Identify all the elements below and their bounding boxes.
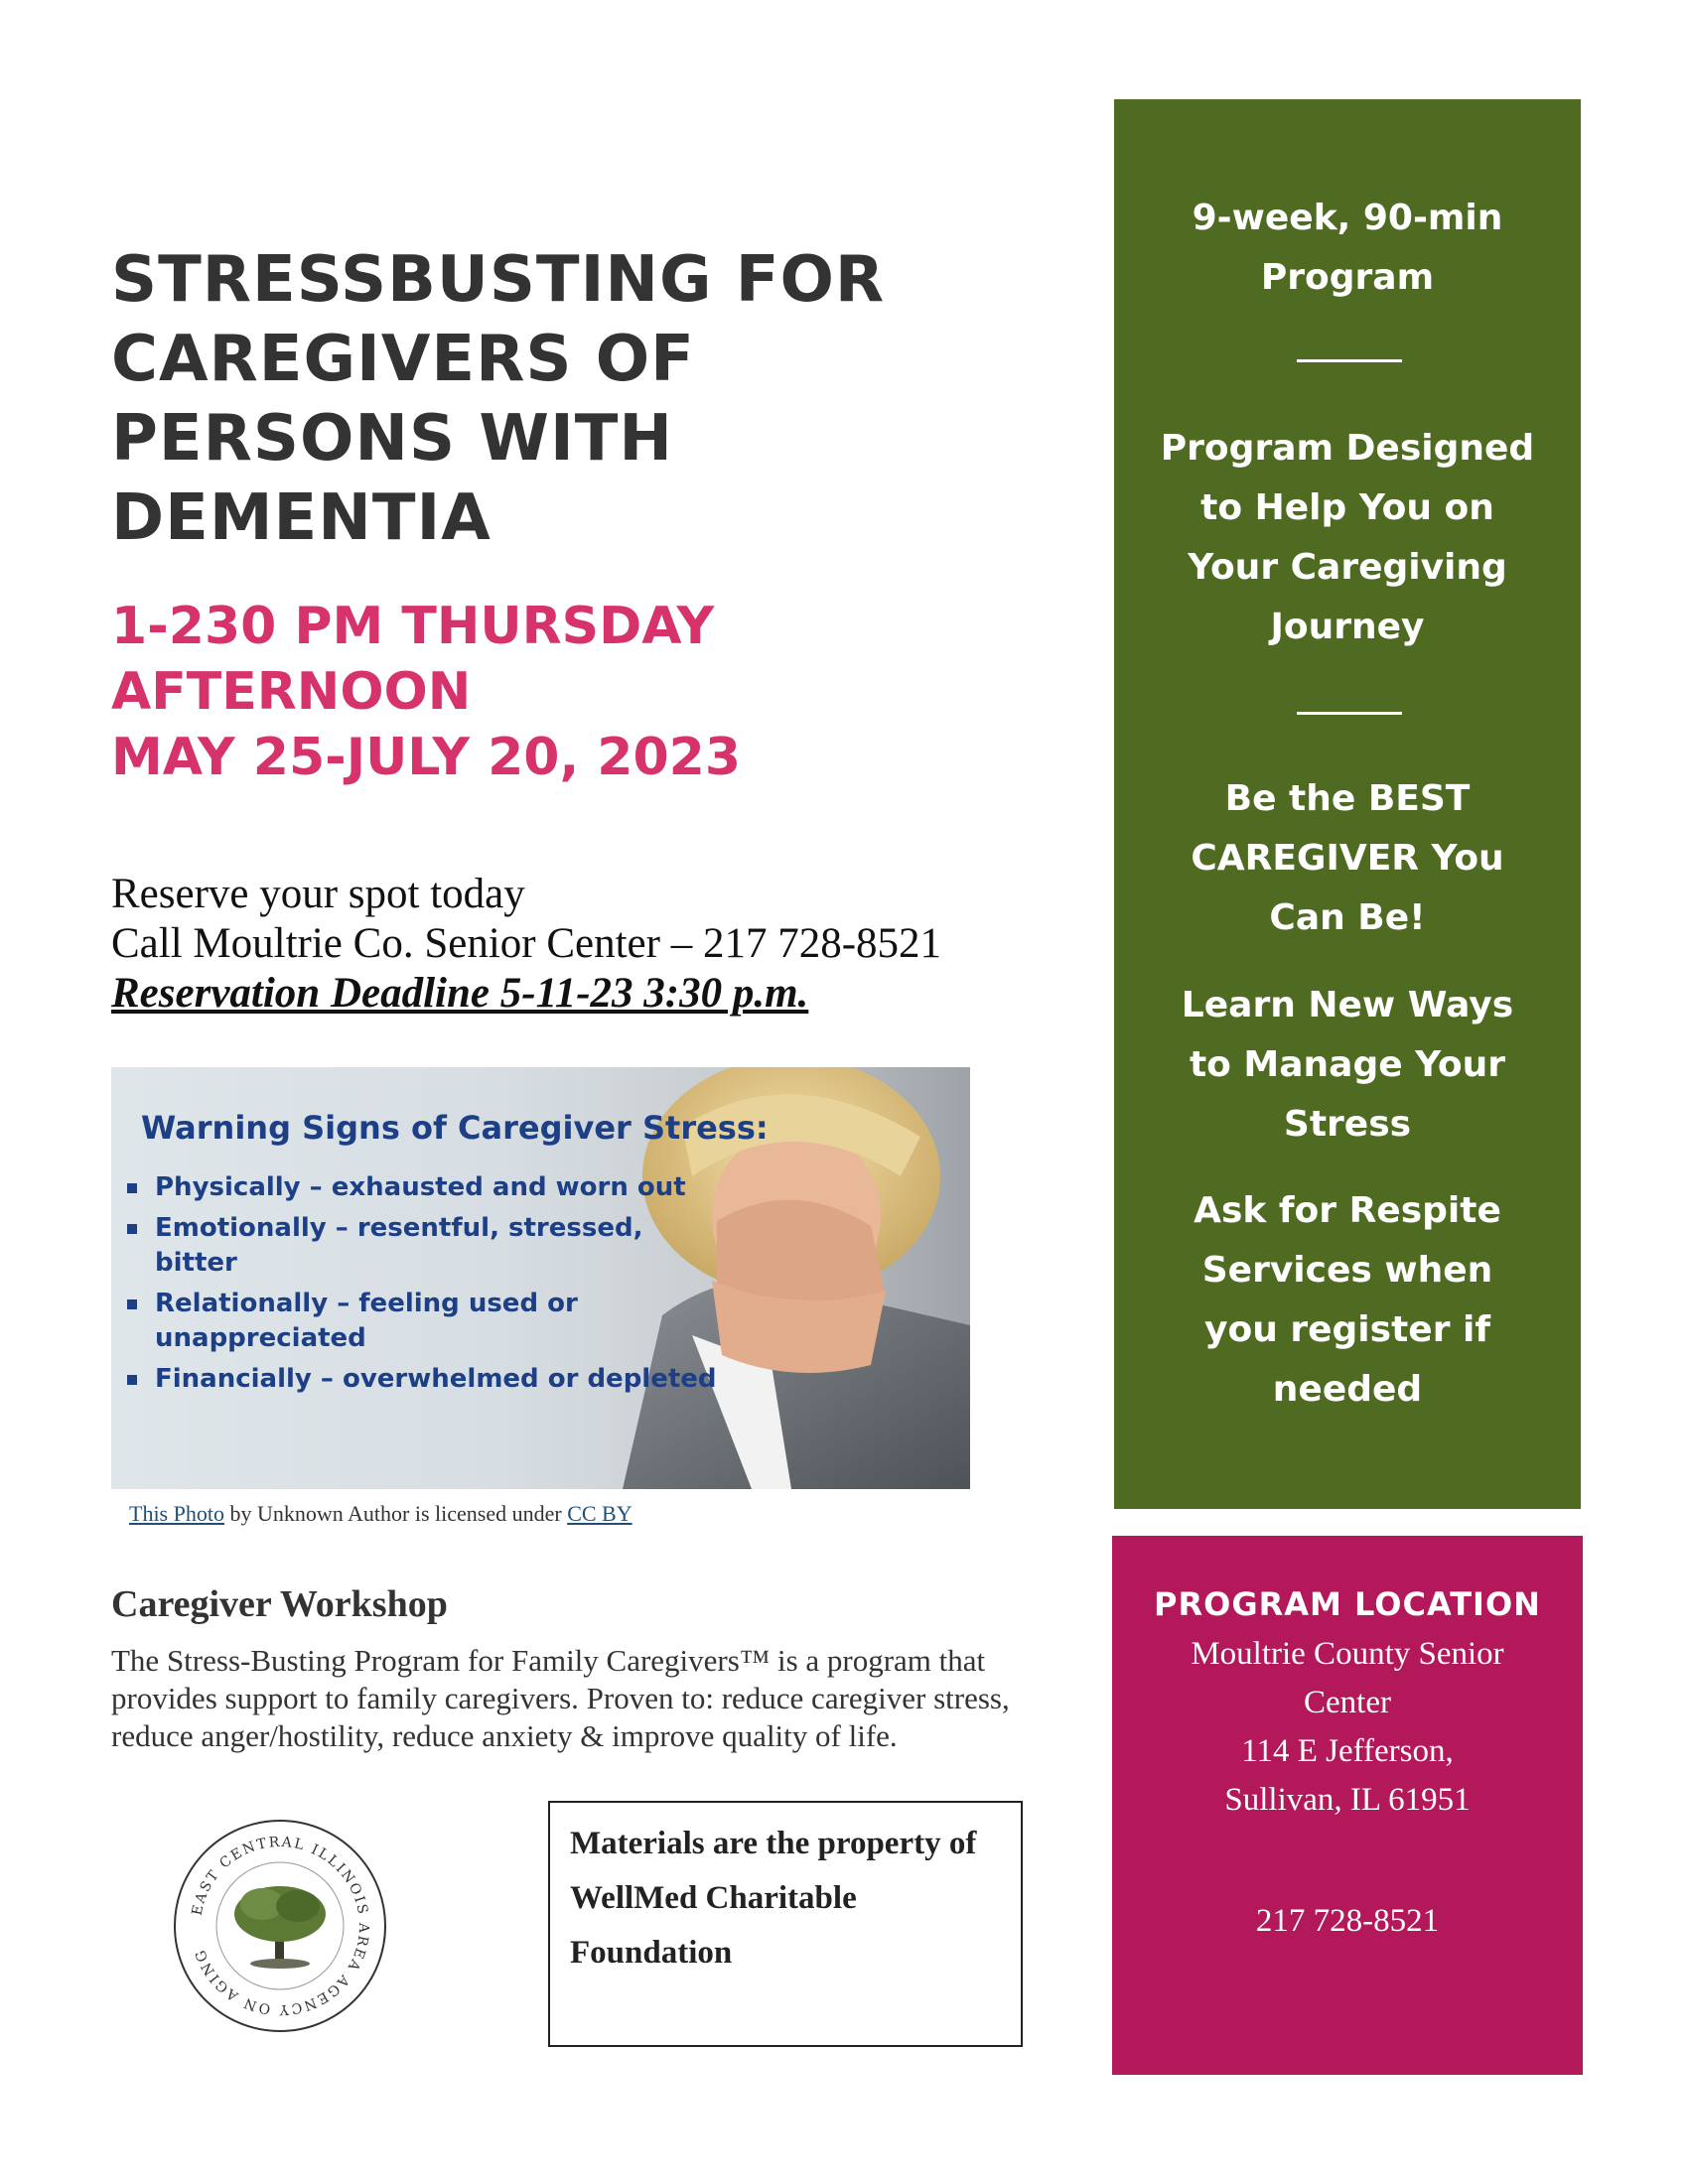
panel-line: Ask for Respite xyxy=(1194,1190,1501,1231)
list-item: Financially – overwhelmed or depleted xyxy=(123,1362,719,1397)
reservation-deadline: Reservation Deadline 5-11-23 3:30 p.m. xyxy=(111,970,809,1017)
panel-line: Stress xyxy=(1283,1104,1412,1145)
panel-line: Your Caregiving xyxy=(1188,547,1507,588)
schedule-time: 1-230 PM THURSDAY xyxy=(111,597,715,656)
credit-text: by Unknown Author is licensed under xyxy=(223,1501,568,1526)
divider xyxy=(1297,712,1402,715)
workshop-description: The Stress-Busting Program for Family Caregivers™ is a program that provides support to family caregivers. Proven to: reduce caregiver stress, reduce anger/hostility, reduce anxiety & improve quality of life. xyxy=(111,1643,1010,1753)
title-line: CAREGIVERS OF xyxy=(111,323,695,396)
panel-line: needed xyxy=(1272,1369,1423,1410)
panel-line: Be the BEST xyxy=(1224,778,1471,819)
address-line: Center xyxy=(1304,1685,1391,1720)
panel-line: you register if xyxy=(1204,1309,1490,1350)
agency-seal-logo xyxy=(171,1817,389,2035)
panel-line: 9-week, 90-min xyxy=(1192,198,1503,238)
divider xyxy=(1297,359,1402,362)
program-purpose xyxy=(1114,419,1581,657)
address-line: Sullivan, IL 61951 xyxy=(1224,1782,1471,1818)
schedule-dates: MAY 25-JULY 20, 2023 xyxy=(111,728,742,787)
panel-line: to Help You on xyxy=(1200,487,1494,528)
photo-credit xyxy=(129,1501,633,1527)
panel-line: Program Designed xyxy=(1160,428,1535,469)
respite-services xyxy=(1114,1181,1581,1420)
program-highlights-panel xyxy=(1114,99,1581,1509)
location-heading: PROGRAM LOCATION xyxy=(1154,1585,1541,1623)
list-item: Physically – exhausted and worn out xyxy=(123,1170,719,1205)
program-location-panel xyxy=(1112,1536,1583,2075)
photo-link[interactable]: This Photo xyxy=(129,1501,224,1526)
best-caregiver xyxy=(1114,769,1581,948)
reservation-info xyxy=(111,870,1104,1019)
workshop-heading: Caregiver Workshop xyxy=(111,1583,448,1625)
program-length xyxy=(1114,189,1581,308)
panel-line: to Manage Your xyxy=(1189,1044,1506,1085)
list-item: Relationally – feeling used or unappreciated xyxy=(123,1287,719,1356)
schedule xyxy=(111,594,1005,790)
schedule-day: AFTERNOON xyxy=(111,662,472,722)
panel-line: Journey xyxy=(1270,607,1425,647)
panel-line: Learn New Ways xyxy=(1181,985,1514,1025)
panel-line: CAREGIVER You xyxy=(1191,838,1504,879)
page-title xyxy=(111,240,1005,558)
seal-text: EAST CENTRAL ILLINOIS AREA AGENCY ON AGING xyxy=(189,1834,372,2018)
contact-line: Call Moultrie Co. Senior Center – 217 728-8521 xyxy=(111,920,942,967)
reserve-line: Reserve your spot today xyxy=(111,871,525,917)
title-line: STRESSBUSTING FOR xyxy=(111,243,886,317)
location-address xyxy=(1112,1630,1583,1825)
manage-stress xyxy=(1114,976,1581,1155)
photo-heading: Warning Signs of Caregiver Stress: xyxy=(141,1109,769,1147)
title-line: DEMENTIA xyxy=(111,481,492,555)
location-phone: 217 728-8521 xyxy=(1255,1903,1440,1939)
title-line: PERSONS WITH xyxy=(111,402,673,476)
materials-notice: Materials are the property of WellMed Charitable Foundation xyxy=(548,1801,1023,2047)
warning-signs-list xyxy=(123,1170,719,1403)
list-item: Emotionally – resentful, stressed, bitter xyxy=(123,1211,719,1281)
panel-line: Services when xyxy=(1201,1250,1493,1291)
address-line: Moultrie County Senior xyxy=(1191,1636,1504,1672)
panel-line: Program xyxy=(1260,257,1435,298)
address-line: 114 E Jefferson, xyxy=(1241,1733,1454,1769)
caregiver-stress-photo xyxy=(111,1067,970,1489)
license-link[interactable]: CC BY xyxy=(567,1501,633,1526)
panel-line: Can Be! xyxy=(1269,897,1426,938)
